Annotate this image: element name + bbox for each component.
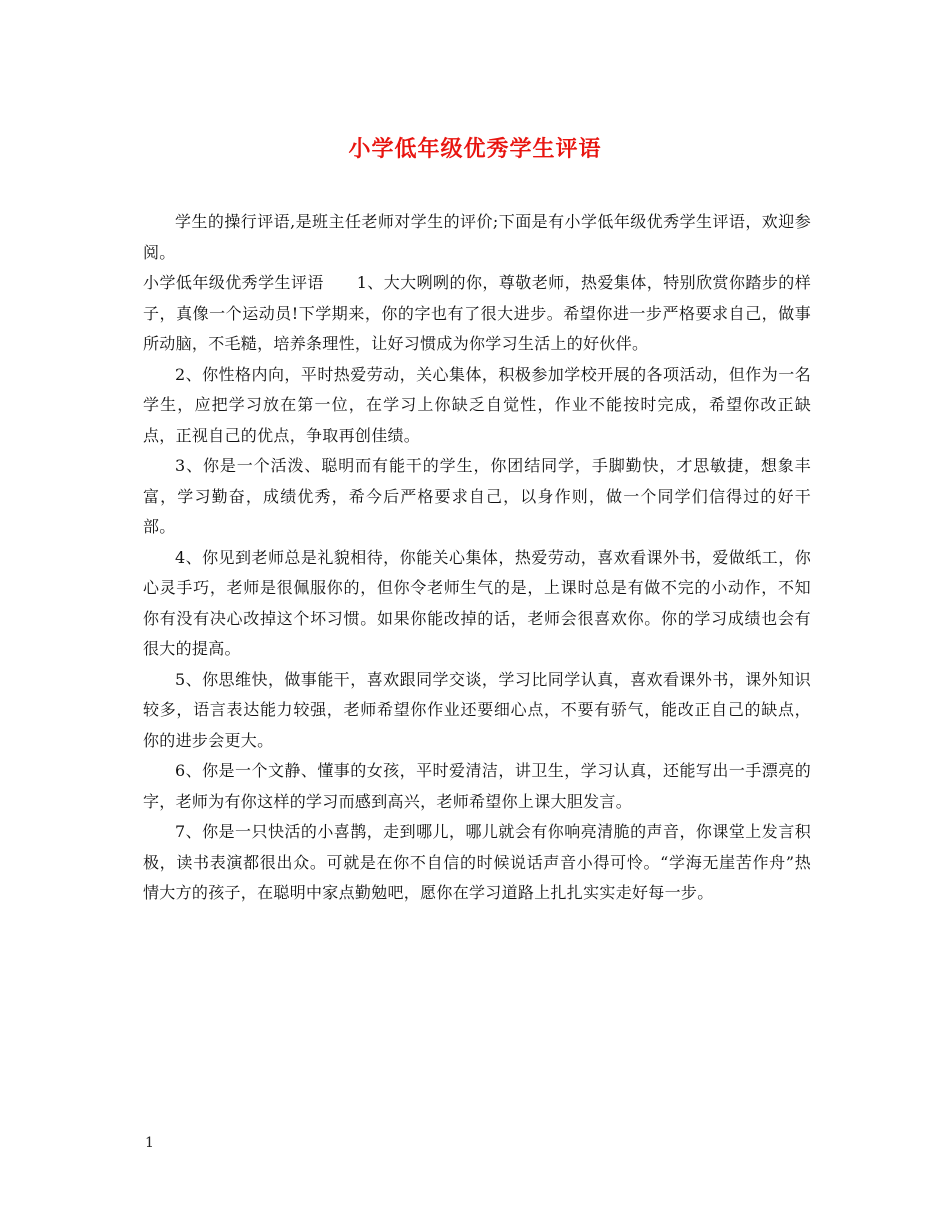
paragraph-comment-2: 2、你性格内向，平时热爱劳动，关心集体，积极参加学校开展的各项活动，但作为一名学生，应把学习放在第一位，在学习上你缺乏自觉性，作业不能按时完成，希望你改正缺点，正视自己的优点，争取再创佳绩。 <box>143 364 811 445</box>
paragraph-comment-4: 4、你见到老师总是礼貌相待，你能关心集体，热爱劳动，喜欢看课外书，爱做纸工，你心灵手巧，老师是很佩服你的，但你令老师生气的是，上课时总是有做不完的小动作，不知你有没有决心改掉这个坏习惯。如果你能改掉的话，老师会很喜欢你。你的学习成绩也会有很大的提高。 <box>143 547 811 658</box>
document-body <box>143 207 811 909</box>
paragraph-comment-7: 7、你是一只快活的小喜鹊，走到哪儿，哪儿就会有你响亮清脆的声音，你课堂上发言积极，读书表演都很出众。可就是在你不自信的时候说话声音小得可怜。“学海无崖苦作舟”热情大方的孩子，在聪明中家点勤勉吧，愿你在学习道路上扎扎实实走好每一步。 <box>143 822 811 902</box>
paragraph-intro: 学生的操行评语,是班主任老师对学生的评价;下面是有小学低年级优秀学生评语，欢迎参阅。 <box>143 212 811 262</box>
document-title: 小学低年级优秀学生评语 <box>348 137 602 162</box>
paragraph-comment-6: 6、你是一个文静、懂事的女孩，平时爱清洁，讲卫生，学习认真，还能写出一手漂亮的字，老师为有你这样的学习而感到高兴，老师希望你上课大胆发言。 <box>143 761 811 811</box>
paragraph-comment-1: 小学低年级优秀学生评语 1、大大咧咧的你，尊敬老师，热爱集体，特别欣赏你踏步的样子，真像一个运动员!下学期来，你的字也有了很大进步。希望你进一步严格要求自己，做事所动脑，不毛糙，培养条理性，让好习惯成为你学习生活上的好伙伴。 <box>143 273 811 353</box>
paragraph-comment-5: 5、你思维快，做事能干，喜欢跟同学交谈，学习比同学认真，喜欢看课外书，课外知识较多，语言表达能力较强，老师希望你作业还要细心点，不要有骄气，能改正自己的缺点，你的进步会更大。 <box>143 669 811 750</box>
page-number: 1 <box>145 1135 154 1151</box>
paragraph-comment-3: 3、你是一个活泼、聪明而有能干的学生，你团结同学，手脚勤快，才思敏捷，想象丰富，学习勤奋，成绩优秀，希今后严格要求自己，以身作则，做一个同学们信得过的好干部。 <box>143 456 811 536</box>
